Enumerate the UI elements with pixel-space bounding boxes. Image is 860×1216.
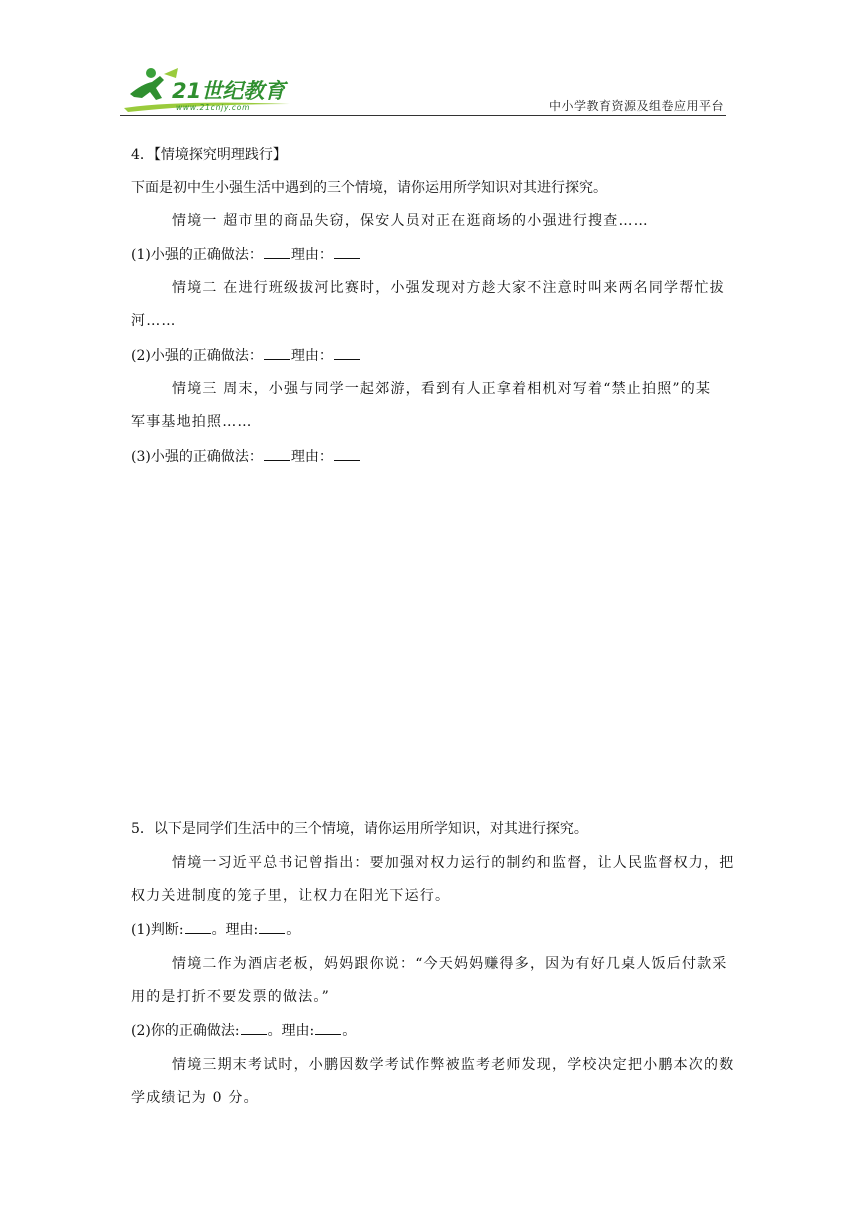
answer-blank[interactable] [185,920,211,934]
q4-answer-2-label: (2)小强的正确做法： [131,348,263,364]
logo-runner-body-icon [130,76,164,100]
q4-answer-3 [131,447,361,466]
q5-answer-1-reason-label: 。理由: [211,922,259,938]
q4-title: 4．【情境探究明理践行】 [131,147,287,163]
q4-situation-1: 情境一 超市里的商品失窃，保安人员对正在逛商场的小强进行搜查…… [172,213,649,229]
logo-flag-icon [164,68,178,78]
q5-answer-2-label: (2)你的正确做法: [131,1023,240,1039]
q4-answer-3-reason-label: 理由： [290,449,333,465]
q5-answer-2-reason-label: 。理由: [267,1023,315,1039]
header-divider [120,115,726,116]
logo-url: www.21cnjy.com [176,103,251,112]
q5-situation-1-line1: 情境一习近平总书记曾指出：要加强对权力运行的制约和监督，让人民监督权力，把 [172,855,735,871]
q5-answer-1 [131,920,300,939]
answer-blank[interactable] [259,920,285,934]
q4-intro: 下面是初中生小强生活中遇到的三个情境，请你运用所学知识对其进行探究。 [131,180,607,196]
q4-situation-3-line1: 情境三 周末，小强与同学一起郊游，看到有人正拿着相机对写着“禁止拍照”的某 [172,381,712,397]
q4-answer-1 [131,245,361,264]
answer-blank[interactable] [334,346,360,360]
answer-blank[interactable] [264,346,290,360]
q5-answer-2-end: 。 [342,1023,357,1039]
q4-situation-2-line1: 情境二 在进行班级拔河比赛时，小强发现对方趁大家不注意时叫来两名同学帮忙拔 [172,280,725,296]
answer-blank[interactable] [264,447,290,461]
logo-runner-head-icon [146,68,156,78]
q4-answer-1-label: (1)小强的正确做法： [131,247,263,263]
q4-answer-3-label: (3)小强的正确做法： [131,449,263,465]
q5-answer-2 [131,1021,356,1040]
q5-situation-2-line1: 情境二作为酒店老板，妈妈跟你说：“今天妈妈赚得多，因为有好几桌人饭后付款采 [172,956,728,972]
q5-situation-3-line2: 学成绩记为 0 分。 [131,1090,259,1106]
q4-answer-2-reason-label: 理由： [290,348,333,364]
q5-answer-1-label: (1)判断: [131,922,184,938]
q5-situation-1-line2: 权力关进制度的笼子里，让权力在阳光下运行。 [131,888,451,904]
q4-answer-1-reason-label: 理由： [290,247,333,263]
answer-blank[interactable] [334,447,360,461]
answer-blank[interactable] [264,245,290,259]
q5-answer-1-end: 。 [286,922,301,938]
q4-situation-3-line2: 军事基地拍照…… [131,414,253,430]
q5-situation-2-line2: 用的是打折不要发票的做法。” [131,989,330,1005]
platform-name: 中小学教育资源及组卷应用平台 [548,99,724,113]
page-header [120,64,726,116]
q4-answer-2 [131,346,361,365]
q5-situation-3-line1: 情境三期末考试时，小鹏因数学考试作弊被监考老师发现，学校决定把小鹏本次的数 [172,1057,735,1073]
logo-21cnjy [120,64,295,114]
q4-situation-2-line2: 河…… [131,313,177,329]
answer-blank[interactable] [334,245,360,259]
q5-title: 5．以下是同学们生活中的三个情境，请你运用所学知识，对其进行探究。 [131,821,588,837]
answer-blank[interactable] [241,1021,267,1035]
answer-blank[interactable] [315,1021,341,1035]
logo-text: 21世纪教育 [172,79,286,103]
